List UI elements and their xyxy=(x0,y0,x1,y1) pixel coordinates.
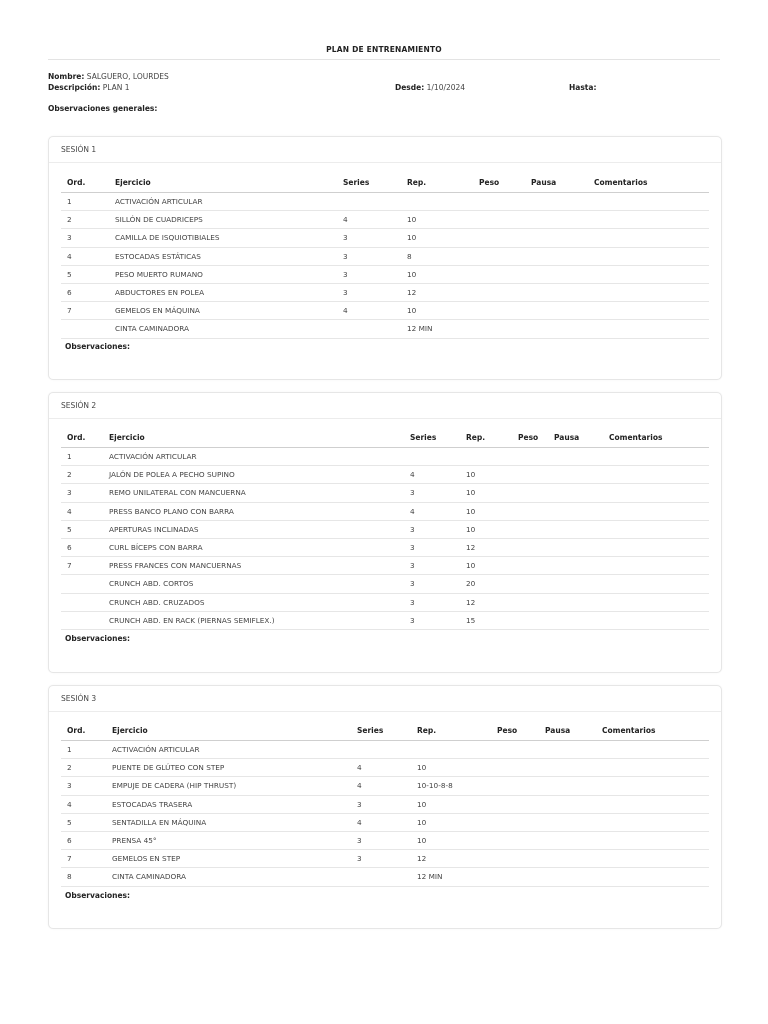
table-row xyxy=(61,247,709,265)
cell-rep: 10 xyxy=(460,466,512,484)
cell-ord: 2 xyxy=(61,211,109,229)
cell-pausa xyxy=(548,557,603,575)
cell-pausa xyxy=(548,593,603,611)
cell-series: 4 xyxy=(337,211,401,229)
cell-peso xyxy=(512,593,548,611)
cell-ejercicio: APERTURAS INCLINADAS xyxy=(103,520,404,538)
cell-pausa xyxy=(548,466,603,484)
cell-pausa xyxy=(539,741,596,759)
cell-series: 3 xyxy=(337,283,401,301)
table-row xyxy=(61,484,709,502)
cell-pausa xyxy=(539,831,596,849)
cell-peso xyxy=(473,283,525,301)
cell-ord: 3 xyxy=(61,229,109,247)
cell-peso xyxy=(473,302,525,320)
desde-value: 1/10/2024 xyxy=(426,83,466,92)
cell-comentarios xyxy=(588,320,709,338)
column-header-ord: Ord. xyxy=(61,721,106,741)
cell-comentarios xyxy=(603,593,709,611)
table-header-row xyxy=(61,428,709,448)
cell-ejercicio: PRESS BANCO PLANO CON BARRA xyxy=(103,502,404,520)
column-header-ord: Ord. xyxy=(61,428,103,448)
table-row xyxy=(61,283,709,301)
session-title: SESIÓN 1 xyxy=(49,137,721,163)
cell-ejercicio: PESO MUERTO RUMANO xyxy=(109,265,337,283)
cell-rep xyxy=(401,193,473,211)
page-title: PLAN DE ENTRENAMIENTO xyxy=(326,45,442,54)
session-observaciones-label: Observaciones: xyxy=(65,634,131,643)
cell-peso xyxy=(512,502,548,520)
cell-ord: 2 xyxy=(61,759,106,777)
cell-pausa xyxy=(525,320,588,338)
cell-ord xyxy=(61,575,103,593)
cell-ord: 4 xyxy=(61,247,109,265)
cell-ord: 7 xyxy=(61,850,106,868)
session-card-1 xyxy=(48,136,722,380)
cell-comentarios xyxy=(588,302,709,320)
cell-ord: 4 xyxy=(61,502,103,520)
table-row xyxy=(61,538,709,556)
cell-pausa xyxy=(539,813,596,831)
column-header-rep: Rep. xyxy=(460,428,512,448)
table-row xyxy=(61,850,709,868)
cell-peso xyxy=(512,484,548,502)
cell-peso xyxy=(512,466,548,484)
cell-series: 3 xyxy=(404,593,460,611)
cell-peso xyxy=(473,320,525,338)
cell-peso xyxy=(512,448,548,466)
cell-series: 3 xyxy=(404,611,460,629)
desde-label: Desde: xyxy=(395,83,425,92)
cell-ord: 3 xyxy=(61,484,103,502)
cell-ord: 6 xyxy=(61,283,109,301)
table-row xyxy=(61,448,709,466)
cell-series: 3 xyxy=(337,229,401,247)
nombre-value: SALGUERO, LOURDES xyxy=(86,72,169,81)
column-header-pausa: Pausa xyxy=(525,173,588,193)
table-row xyxy=(61,759,709,777)
cell-ord: 7 xyxy=(61,302,109,320)
descripcion-label: Descripción: xyxy=(48,83,101,92)
cell-comentarios xyxy=(603,611,709,629)
cell-rep: 10 xyxy=(401,302,473,320)
cell-pausa xyxy=(548,448,603,466)
cell-ord: 6 xyxy=(61,831,106,849)
cell-comentarios xyxy=(603,448,709,466)
cell-ejercicio: ABDUCTORES EN POLEA xyxy=(109,283,337,301)
cell-ejercicio: ACTIVACIÓN ARTICULAR xyxy=(103,448,404,466)
column-header-ejercicio: Ejercicio xyxy=(103,428,404,448)
exercise-rows xyxy=(61,741,709,887)
table-row xyxy=(61,831,709,849)
column-header-rep: Rep. xyxy=(401,173,473,193)
cell-series xyxy=(404,448,460,466)
table-row xyxy=(61,466,709,484)
cell-comentarios xyxy=(588,211,709,229)
cell-pausa xyxy=(539,777,596,795)
cell-ejercicio: ESTOCADAS TRASERA xyxy=(106,795,351,813)
cell-peso xyxy=(491,741,539,759)
cell-rep: 10 xyxy=(401,229,473,247)
cell-ord: 5 xyxy=(61,813,106,831)
cell-comentarios xyxy=(596,850,709,868)
cell-series: 4 xyxy=(404,502,460,520)
column-header-pausa: Pausa xyxy=(539,721,596,741)
cell-ejercicio: PRESS FRANCES CON MANCUERNAS xyxy=(103,557,404,575)
cell-rep xyxy=(411,741,491,759)
cell-pausa xyxy=(525,247,588,265)
table-row xyxy=(61,557,709,575)
cell-peso xyxy=(512,611,548,629)
column-header-comentarios: Comentarios xyxy=(596,721,709,741)
table-row xyxy=(61,320,709,338)
cell-ejercicio: EMPUJE DE CADERA (HIP THRUST) xyxy=(106,777,351,795)
cell-series: 3 xyxy=(337,247,401,265)
cell-ejercicio: PRENSA 45° xyxy=(106,831,351,849)
cell-ejercicio: CINTA CAMINADORA xyxy=(109,320,337,338)
cell-ejercicio: CRUNCH ABD. CRUZADOS xyxy=(103,593,404,611)
cell-ejercicio: ACTIVACIÓN ARTICULAR xyxy=(109,193,337,211)
cell-peso xyxy=(473,211,525,229)
cell-ord: 6 xyxy=(61,538,103,556)
cell-ejercicio: GEMELOS EN MÁQUINA xyxy=(109,302,337,320)
table-row xyxy=(61,777,709,795)
cell-comentarios xyxy=(588,265,709,283)
cell-pausa xyxy=(548,484,603,502)
table-row xyxy=(61,229,709,247)
cell-comentarios xyxy=(603,502,709,520)
cell-pausa xyxy=(539,795,596,813)
hasta-line xyxy=(569,83,596,92)
cell-ejercicio: PUENTE DE GLÚTEO CON STEP xyxy=(106,759,351,777)
cell-peso xyxy=(491,850,539,868)
cell-ord: 1 xyxy=(61,448,103,466)
cell-rep: 12 xyxy=(401,283,473,301)
cell-pausa xyxy=(525,229,588,247)
cell-peso xyxy=(512,575,548,593)
cell-comentarios xyxy=(603,484,709,502)
cell-comentarios xyxy=(596,831,709,849)
cell-pausa xyxy=(525,193,588,211)
cell-series: 4 xyxy=(351,759,411,777)
cell-pausa xyxy=(539,868,596,886)
table-row xyxy=(61,575,709,593)
session-observaciones-label: Observaciones: xyxy=(65,342,131,351)
exercise-rows xyxy=(61,193,709,339)
cell-ejercicio: SILLÓN DE CUADRICEPS xyxy=(109,211,337,229)
table-row xyxy=(61,211,709,229)
cell-comentarios xyxy=(603,538,709,556)
cell-pausa xyxy=(525,283,588,301)
cell-comentarios xyxy=(588,247,709,265)
cell-peso xyxy=(512,520,548,538)
table-row xyxy=(61,502,709,520)
column-header-peso: Peso xyxy=(512,428,548,448)
cell-peso xyxy=(491,868,539,886)
exercise-table xyxy=(61,428,709,630)
cell-ejercicio: CAMILLA DE ISQUIOTIBIALES xyxy=(109,229,337,247)
cell-pausa xyxy=(525,211,588,229)
cell-peso xyxy=(473,265,525,283)
cell-rep: 12 MIN xyxy=(411,868,491,886)
cell-rep: 12 MIN xyxy=(401,320,473,338)
cell-series: 3 xyxy=(351,831,411,849)
exercise-rows xyxy=(61,448,709,630)
cell-rep xyxy=(460,448,512,466)
column-header-series: Series xyxy=(404,428,460,448)
cell-peso xyxy=(473,229,525,247)
column-header-peso: Peso xyxy=(491,721,539,741)
cell-series: 3 xyxy=(351,795,411,813)
cell-ord: 1 xyxy=(61,193,109,211)
cell-series xyxy=(337,320,401,338)
descripcion-value: PLAN 1 xyxy=(102,83,130,92)
cell-ejercicio: REMO UNILATERAL CON MANCUERNA xyxy=(103,484,404,502)
cell-rep: 12 xyxy=(460,593,512,611)
cell-comentarios xyxy=(603,520,709,538)
cell-comentarios xyxy=(603,575,709,593)
table-row xyxy=(61,520,709,538)
cell-comentarios xyxy=(596,813,709,831)
column-header-series: Series xyxy=(337,173,401,193)
nombre-label: Nombre: xyxy=(48,72,85,81)
cell-series: 3 xyxy=(404,520,460,538)
column-header-series: Series xyxy=(351,721,411,741)
cell-pausa xyxy=(548,575,603,593)
cell-pausa xyxy=(548,520,603,538)
cell-ord: 5 xyxy=(61,265,109,283)
cell-ord: 3 xyxy=(61,777,106,795)
cell-series xyxy=(337,193,401,211)
title-divider xyxy=(48,59,720,60)
cell-ord: 4 xyxy=(61,795,106,813)
table-row xyxy=(61,302,709,320)
table-header-row xyxy=(61,721,709,741)
hasta-label: Hasta: xyxy=(569,83,597,92)
observaciones-generales xyxy=(48,104,157,113)
column-header-ord: Ord. xyxy=(61,173,109,193)
column-header-comentarios: Comentarios xyxy=(603,428,709,448)
table-row xyxy=(61,868,709,886)
cell-ejercicio: CRUNCH ABD. EN RACK (PIERNAS SEMIFLEX.) xyxy=(103,611,404,629)
cell-ejercicio: CINTA CAMINADORA xyxy=(106,868,351,886)
cell-comentarios xyxy=(588,193,709,211)
column-header-pausa: Pausa xyxy=(548,428,603,448)
session-observaciones-label: Observaciones: xyxy=(65,891,131,900)
cell-ejercicio: SENTADILLA EN MÁQUINA xyxy=(106,813,351,831)
cell-rep: 10 xyxy=(460,484,512,502)
cell-peso xyxy=(491,813,539,831)
cell-rep: 10 xyxy=(401,265,473,283)
cell-comentarios xyxy=(603,557,709,575)
cell-rep: 10 xyxy=(411,813,491,831)
cell-series: 3 xyxy=(404,484,460,502)
descripcion-line xyxy=(48,83,130,92)
cell-rep: 10 xyxy=(460,502,512,520)
exercise-table xyxy=(61,173,709,339)
cell-rep: 15 xyxy=(460,611,512,629)
cell-rep: 10 xyxy=(460,557,512,575)
cell-ejercicio: CURL BÍCEPS CON BARRA xyxy=(103,538,404,556)
cell-pausa xyxy=(539,759,596,777)
session-card-3 xyxy=(48,685,722,929)
cell-rep: 10 xyxy=(401,211,473,229)
column-header-comentarios: Comentarios xyxy=(588,173,709,193)
cell-series xyxy=(351,741,411,759)
cell-ord: 2 xyxy=(61,466,103,484)
cell-comentarios xyxy=(596,759,709,777)
cell-peso xyxy=(491,759,539,777)
cell-rep: 10-10-8-8 xyxy=(411,777,491,795)
cell-rep: 12 xyxy=(411,850,491,868)
cell-comentarios xyxy=(596,868,709,886)
cell-series: 3 xyxy=(337,265,401,283)
column-header-ejercicio: Ejercicio xyxy=(109,173,337,193)
cell-series: 4 xyxy=(351,777,411,795)
cell-peso xyxy=(512,538,548,556)
column-header-peso: Peso xyxy=(473,173,525,193)
table-row xyxy=(61,741,709,759)
cell-comentarios xyxy=(588,229,709,247)
session-title: SESIÓN 3 xyxy=(49,686,721,712)
cell-ord xyxy=(61,593,103,611)
cell-rep: 10 xyxy=(411,759,491,777)
cell-comentarios xyxy=(596,777,709,795)
cell-ord: 8 xyxy=(61,868,106,886)
cell-comentarios xyxy=(603,466,709,484)
cell-series: 4 xyxy=(404,466,460,484)
column-header-ejercicio: Ejercicio xyxy=(106,721,351,741)
table-header-row xyxy=(61,173,709,193)
session-title: SESIÓN 2 xyxy=(49,393,721,419)
cell-peso xyxy=(512,557,548,575)
cell-rep: 10 xyxy=(411,795,491,813)
cell-rep: 20 xyxy=(460,575,512,593)
cell-ejercicio: CRUNCH ABD. CORTOS xyxy=(103,575,404,593)
cell-rep: 12 xyxy=(460,538,512,556)
cell-series: 3 xyxy=(351,850,411,868)
cell-peso xyxy=(491,777,539,795)
cell-pausa xyxy=(525,265,588,283)
cell-peso xyxy=(473,193,525,211)
cell-ejercicio: GEMELOS EN STEP xyxy=(106,850,351,868)
cell-pausa xyxy=(525,302,588,320)
cell-peso xyxy=(473,247,525,265)
table-row xyxy=(61,265,709,283)
cell-pausa xyxy=(548,611,603,629)
cell-ord: 5 xyxy=(61,520,103,538)
cell-series: 4 xyxy=(337,302,401,320)
cell-ejercicio: ESTOCADAS ESTÁTICAS xyxy=(109,247,337,265)
nombre-line xyxy=(48,72,169,81)
cell-ord: 1 xyxy=(61,741,106,759)
cell-series: 4 xyxy=(351,813,411,831)
cell-rep: 10 xyxy=(411,831,491,849)
session-card-2 xyxy=(48,392,722,673)
column-header-rep: Rep. xyxy=(411,721,491,741)
cell-ejercicio: ACTIVACIÓN ARTICULAR xyxy=(106,741,351,759)
cell-series: 3 xyxy=(404,538,460,556)
cell-ord xyxy=(61,320,109,338)
cell-series: 3 xyxy=(404,575,460,593)
cell-ord xyxy=(61,611,103,629)
table-row xyxy=(61,813,709,831)
cell-peso xyxy=(491,795,539,813)
cell-ord: 7 xyxy=(61,557,103,575)
cell-comentarios xyxy=(596,795,709,813)
cell-peso xyxy=(491,831,539,849)
cell-series: 3 xyxy=(404,557,460,575)
table-row xyxy=(61,611,709,629)
cell-comentarios xyxy=(588,283,709,301)
cell-series xyxy=(351,868,411,886)
cell-pausa xyxy=(548,538,603,556)
cell-pausa xyxy=(539,850,596,868)
table-row xyxy=(61,593,709,611)
exercise-table xyxy=(61,721,709,887)
table-row xyxy=(61,193,709,211)
cell-rep: 10 xyxy=(460,520,512,538)
cell-rep: 8 xyxy=(401,247,473,265)
desde-line xyxy=(395,83,465,92)
cell-pausa xyxy=(548,502,603,520)
observaciones-generales-label: Observaciones generales: xyxy=(48,104,158,113)
table-row xyxy=(61,795,709,813)
cell-comentarios xyxy=(596,741,709,759)
cell-ejercicio: JALÓN DE POLEA A PECHO SUPINO xyxy=(103,466,404,484)
